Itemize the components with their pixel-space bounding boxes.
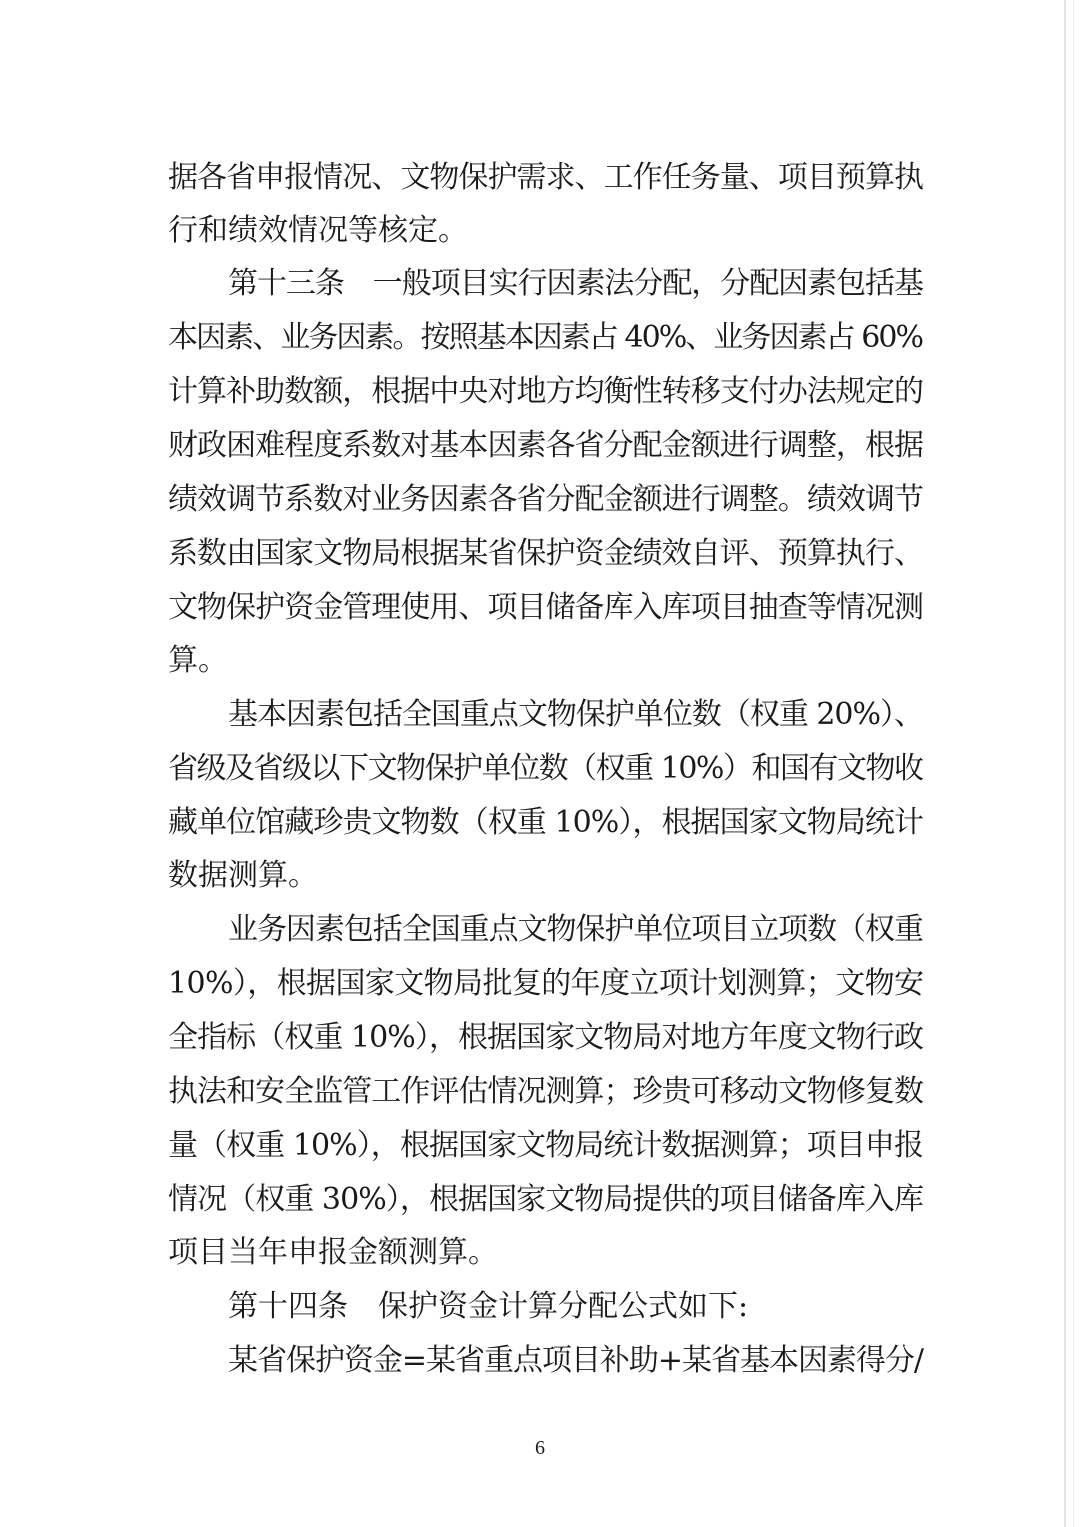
text-line: 情况（权重 30%），根据国家文物局提供的项目储备库入库 (168, 1182, 924, 1217)
page-edge-shadow (1073, 0, 1074, 1527)
text-line: 行和绩效情况等核定。 (168, 213, 468, 248)
article-13-heading-line: 第十三条 一般项目实行因素法分配，分配因素包括基 (228, 266, 923, 301)
text-line: 据各省申报情况、文物保护需求、工作任务量、项目预算执 (168, 160, 924, 195)
text-line: 数据测算。 (168, 858, 318, 893)
text-line: 系数由国家文物局根据某省保护资金绩效自评、预算执行、 (168, 536, 924, 571)
formula-line: 某省保护资金=某省重点项目补助+某省基本因素得分/ (228, 1343, 923, 1378)
article-14-heading-line: 第十四条 保护资金计算分配公式如下: (228, 1289, 749, 1324)
page-number: 6 (535, 1437, 545, 1459)
text-line: 执法和安全监管工作评估情况测算；珍贵可移动文物修复数 (168, 1074, 924, 1109)
text-line: 全指标（权重 10%），根据国家文物局对地方年度文物行政 (168, 1020, 924, 1055)
text-line: 基本因素包括全国重点文物保护单位数（权重 20%）、 (228, 697, 923, 732)
text-line: 文物保护资金管理使用、项目储备库入库项目抽查等情况测 (168, 590, 924, 625)
text-line: 10%），根据国家文物局批复的年度立项计划测算；文物安 (168, 966, 924, 1001)
text-line: 绩效调节系数对业务因素各省分配金额进行调整。绩效调节 (168, 482, 924, 517)
text-line: 财政困难程度系数对基本因素各省分配金额进行调整，根据 (168, 428, 924, 463)
text-line: 本因素、业务因素。按照基本因素占 40%、业务因素占 60% (168, 320, 923, 355)
text-line: 藏单位馆藏珍贵文物数（权重 10%），根据国家文物局统计 (168, 805, 924, 840)
text-line: 业务因素包括全国重点文物保护单位项目立项数（权重 (228, 912, 923, 947)
page-edge-shadow (1064, 0, 1066, 1527)
text-line: 算。 (168, 643, 228, 678)
text-line: 项目当年申报金额测算。 (168, 1235, 498, 1270)
text-line: 计算补助数额，根据中央对地方均衡性转移支付办法规定的 (168, 374, 924, 409)
text-line: 省级及省级以下文物保护单位数（权重 10%）和国有文物收 (168, 751, 923, 786)
text-line: 量（权重 10%），根据国家文物局统计数据测算；项目申报 (168, 1128, 924, 1163)
